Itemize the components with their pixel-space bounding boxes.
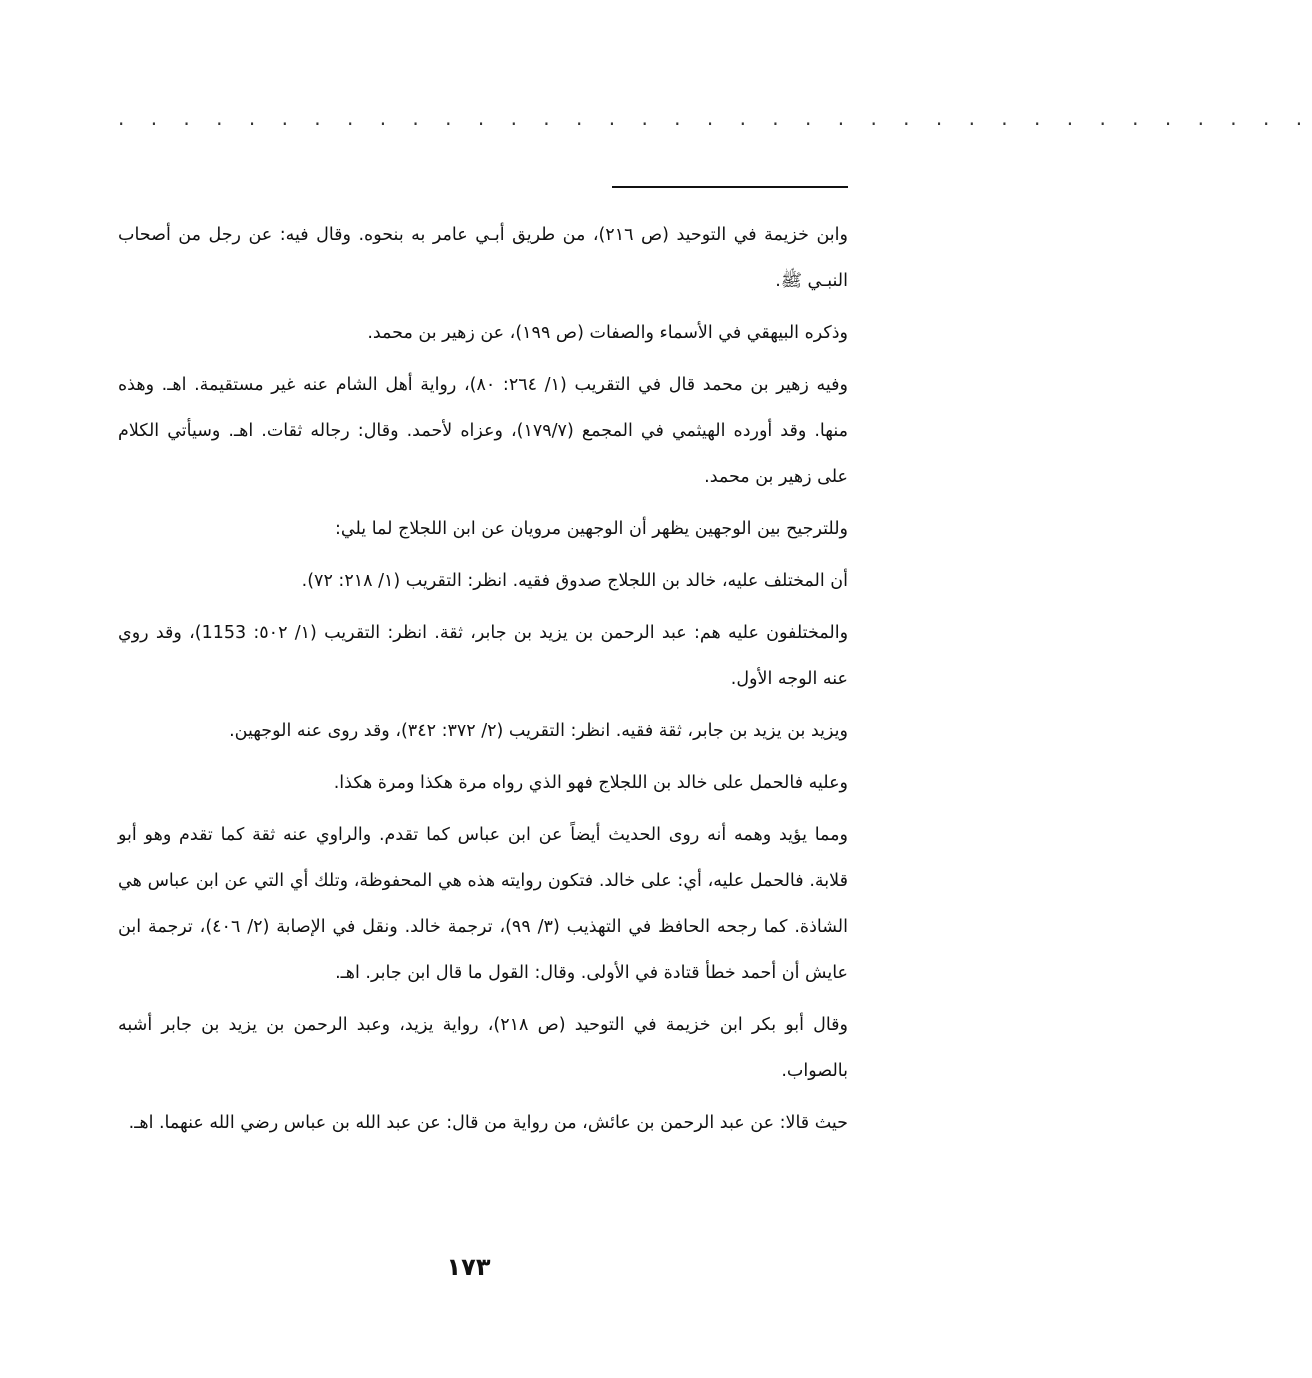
paragraph-9: ومما يؤيد وهمه أنه روى الحديث أيضاً عن ابن عباس كما تقدم. والراوي عنه ثقة كما تقدم وهو أبو قلابة. فالحمل عليه، أي: على خالد. فتكون روايته هذه هي المحفوظة، وتلك أي التي عن ابن عباس هي الشاذة. كما رجحه الحافظ في التهذيب (٣/ ٩٩)، ترجمة خالد. ونقل في الإصابة (٢/ ٤٠٦)، ترجمة ابن عايش أن أحمد خطأ قتادة في الأولى. وقال: القول ما قال ابن جابر. اهـ. xyxy=(118,825,849,983)
paragraph-1: وابن خزيمة في التوحيد (ص ٢١٦)، من طريق أبـي عامر به بنحوه. وقال فيه: عن رجل من أصحاب النبـي ﷺ. xyxy=(118,225,848,291)
page-body xyxy=(118,212,848,1152)
paragraph-10: وقال أبو بكر ابن خزيمة في التوحيد (ص ٢١٨)، رواية يزيد، وعبد الرحمن بن يزيد بن جابر أشبه بالصواب. xyxy=(118,1015,848,1081)
dotted-separator: · · · · · · · · · · · · · · · · · · · · · · · · · · · · · · · · · · · · · xyxy=(118,112,1312,136)
paragraph-8: وعليه فالحمل على خالد بن اللجلاج فهو الذي رواه مرة هكذا ومرة هكذا. xyxy=(333,773,848,793)
paragraph-5: أن المختلف عليه، خالد بن اللجلاج صدوق فقيه. انظر: التقريب (١/ ٢١٨: ٧٢). xyxy=(301,571,848,591)
footnote-rule xyxy=(612,186,848,188)
paragraph-11: حيث قالا: عن عبد الرحمن بن عائش، من رواية من قال: عن عبد الله بن عباس رضي الله عنهما. اهـ. xyxy=(128,1113,848,1133)
paragraph-4: وللترجيح بين الوجهين يظهر أن الوجهين مرويان عن ابن اللجلاج لما يلي: xyxy=(335,519,848,539)
paragraph-3: وفيه زهير بن محمد قال في التقريب (١/ ٢٦٤: ٨٠)، رواية أهل الشام عنه غير مستقيمة. اهـ. وهذه منها. وقد أورده الهيثمي في المجمع (١٧٩/٧)، وعزاه لأحمد. وقال: رجاله ثقات. اهـ. وسيأتي الكلام على زهير بن محمد. xyxy=(118,375,848,487)
paragraph-6: والمختلفون عليه هم: عبد الرحمن بن يزيد بن جابر، ثقة. انظر: التقريب (١/ ٥٠٢: 1153)، وقد روي عنه الوجه الأول. xyxy=(118,623,849,689)
paragraph-7: ويزيد بن يزيد بن جابر، ثقة فقيه. انظر: التقريب (٢/ ٣٧٢: ٣٤٢)، وقد روى عنه الوجهين. xyxy=(229,721,848,741)
page-number: ١٧٣ xyxy=(446,1253,491,1281)
paragraph-2: وذكره البيهقي في الأسماء والصفات (ص ١٩٩)، عن زهير بن محمد. xyxy=(367,323,848,343)
